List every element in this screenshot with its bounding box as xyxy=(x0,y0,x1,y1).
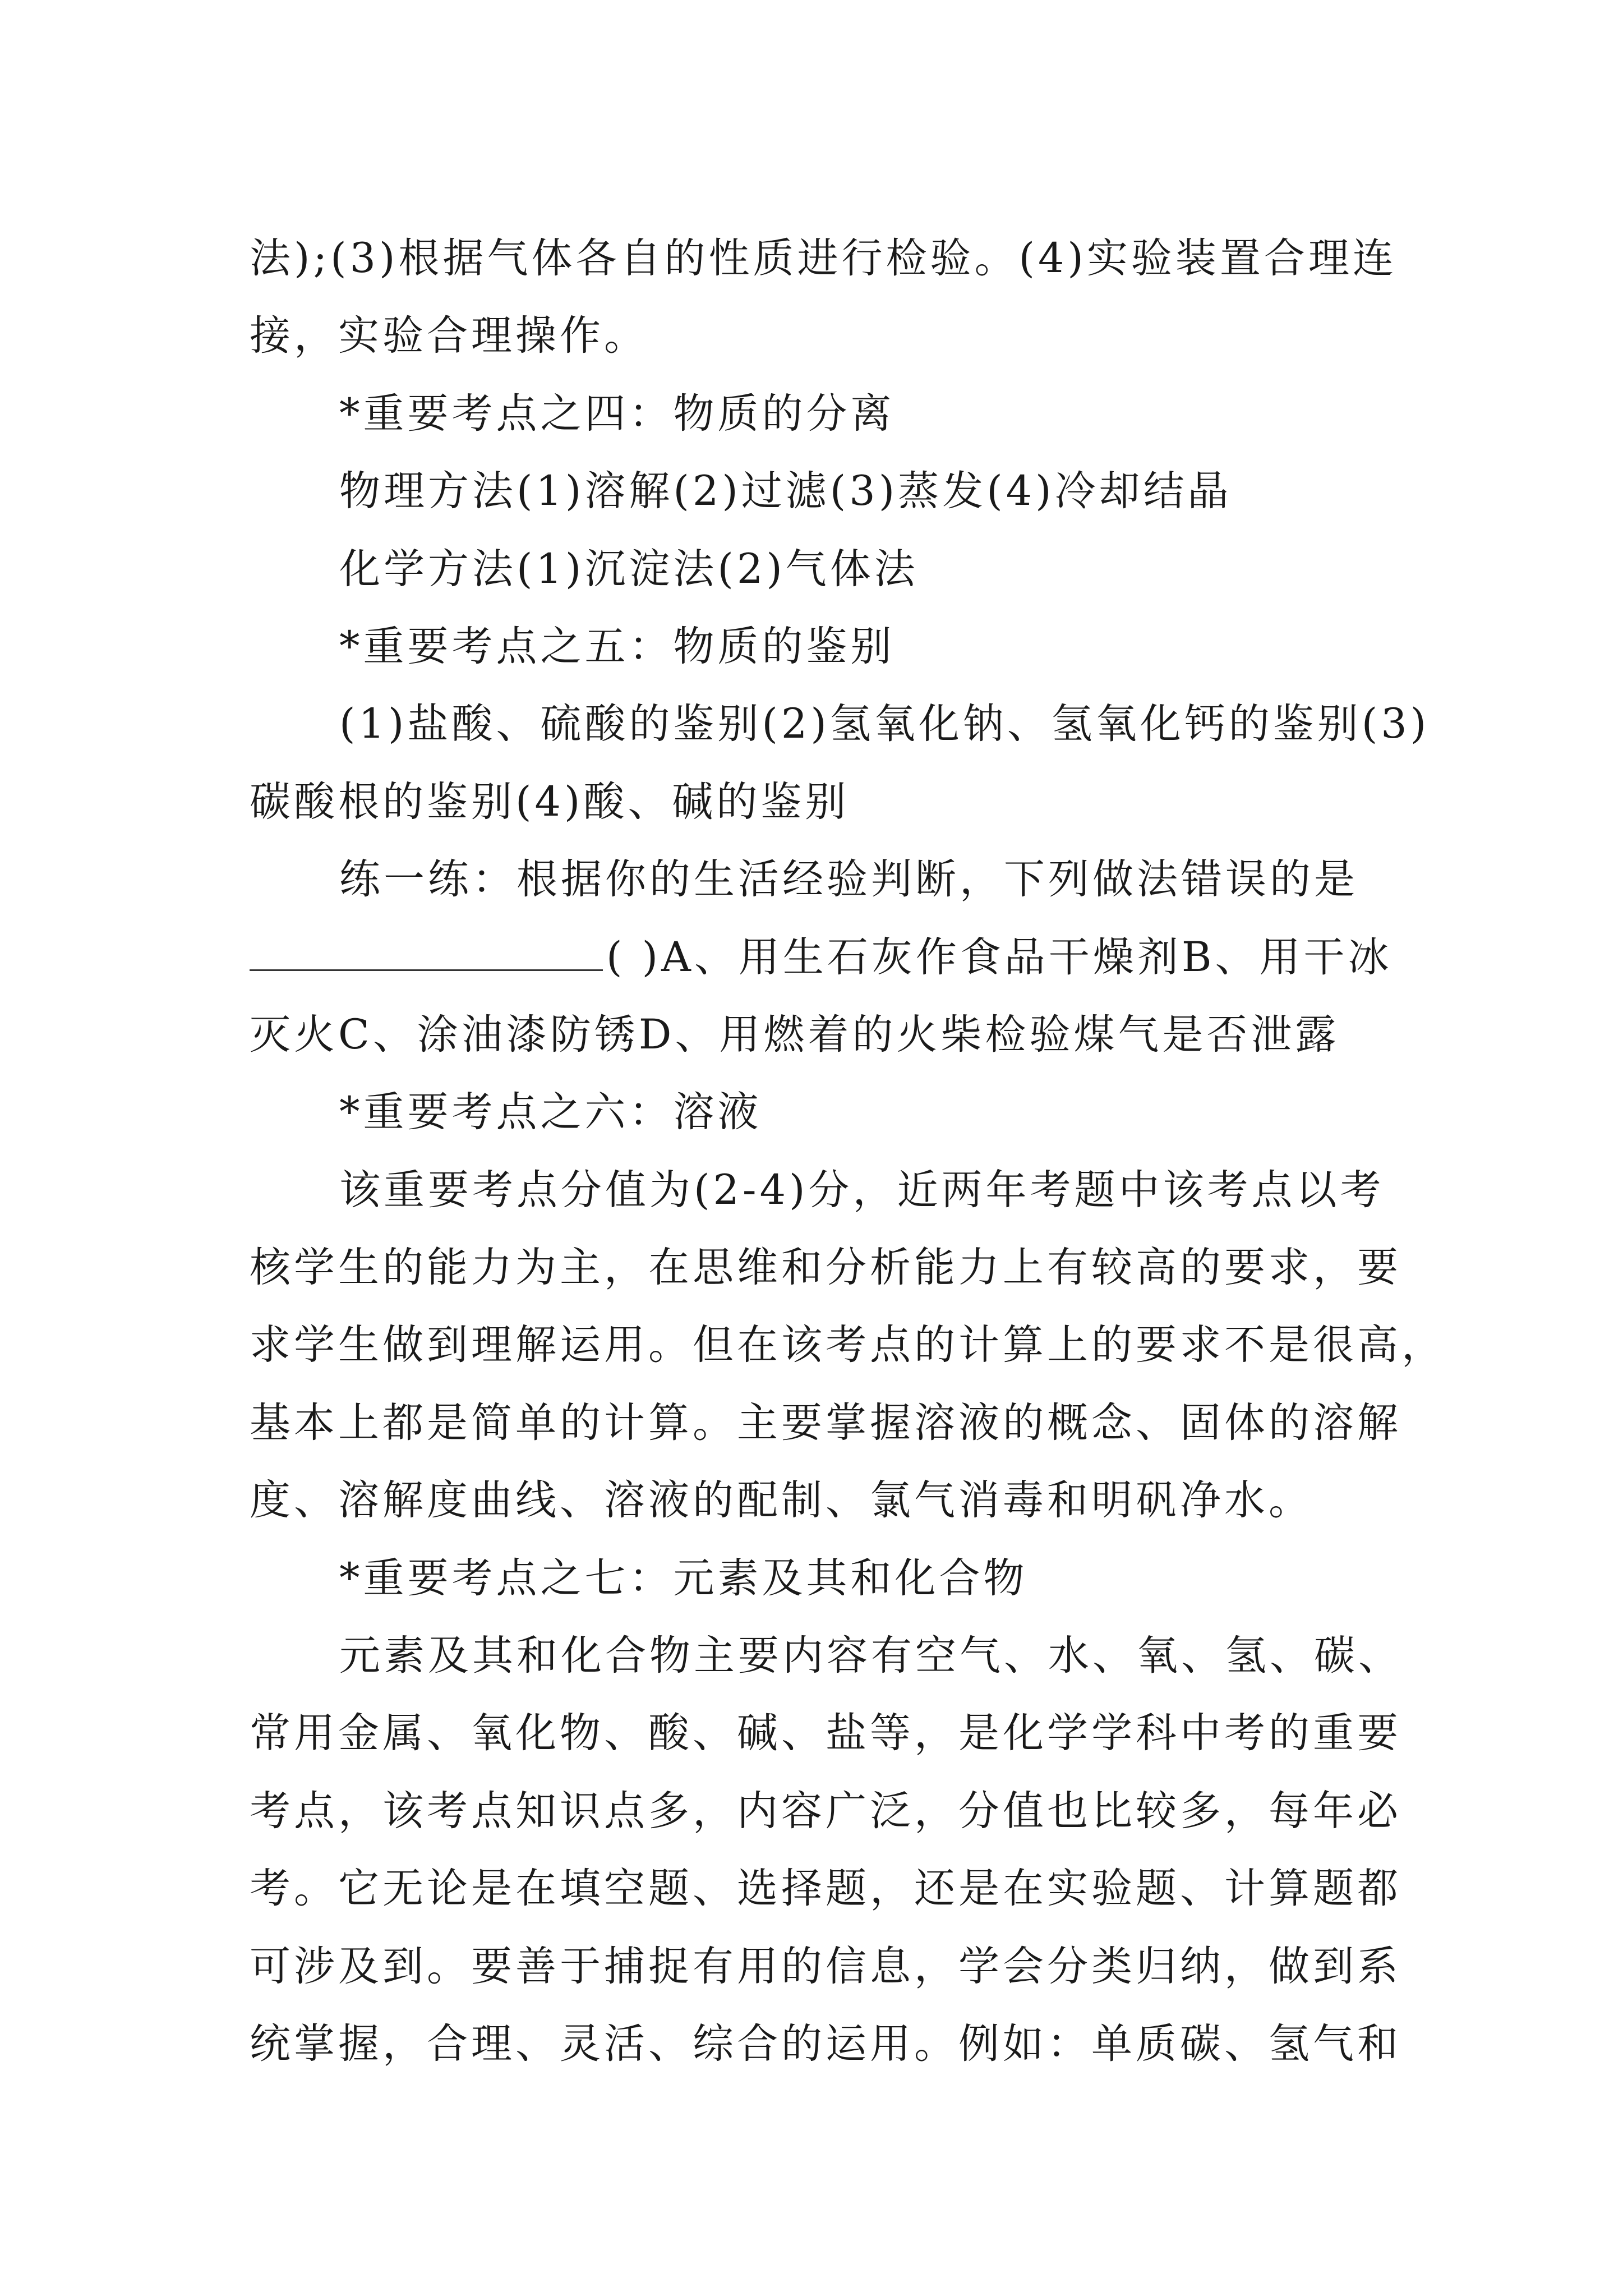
text-line: 核学生的能力为主，在思维和分析能力上有较高的要求，要 xyxy=(250,1244,1401,1292)
text-line: 碳酸根的鉴别(4)酸、碱的鉴别 xyxy=(250,777,850,826)
text-line: 度、溶解度曲线、溶液的配制、氯气消毒和明矾净水。 xyxy=(250,1476,1313,1525)
exercise-options-text: ( )A、用生石灰作食品干燥剂B、用干冰 xyxy=(606,933,1393,981)
text-line: 灭火C、涂油漆防锈D、用燃着的火柴检验煤气是否泄露 xyxy=(250,1010,1340,1059)
text-line: (1)盐酸、硫酸的鉴别(2)氢氧化钠、氢氧化钙的鉴别(3) xyxy=(339,700,1430,748)
exercise-prompt: 练一练：根据你的生活经验判断，下列做法错误的是 xyxy=(339,855,1358,904)
section-heading-separation: *重要考点之四：物质的分离 xyxy=(339,389,895,438)
exercise-options-line xyxy=(250,919,1394,996)
text-line: 基本上都是简单的计算。主要掌握溶液的概念、固体的溶解 xyxy=(250,1398,1401,1447)
section-heading-identification: *重要考点之五：物质的鉴别 xyxy=(339,622,895,670)
document-body xyxy=(250,220,1446,2083)
text-line: 法);(3)根据气体各自的性质进行检验。(4)实验装置合理连 xyxy=(250,234,1397,282)
answer-blank xyxy=(250,936,603,971)
text-line: 可涉及到。要善于捕捉有用的信息，学会分类归纳，做到系 xyxy=(250,1942,1401,1990)
text-line: 统掌握，合理、灵活、综合的运用。例如：单质碳、氢气和 xyxy=(250,2019,1401,2068)
text-line: 考点，该考点知识点多，内容广泛，分值也比较多，每年必 xyxy=(250,1787,1401,1835)
text-line: 化学方法(1)沉淀法(2)气体法 xyxy=(339,545,919,593)
text-line: 元素及其和化合物主要内容有空气、水、氧、氢、碳、 xyxy=(339,1632,1403,1680)
text-line: 该重要考点分值为(2-4)分，近两年考题中该考点以考 xyxy=(339,1166,1385,1214)
text-line: 接，实验合理操作。 xyxy=(250,312,648,360)
text-line: 求学生做到理解运用。但在该考点的计算上的要求不是很高， xyxy=(250,1321,1446,1369)
section-heading-solution: *重要考点之六：溶液 xyxy=(339,1088,762,1137)
text-line: 物理方法(1)溶解(2)过滤(3)蒸发(4)冷却结晶 xyxy=(339,467,1232,516)
section-heading-elements: *重要考点之七：元素及其和化合物 xyxy=(339,1554,1028,1602)
text-line: 常用金属、氧化物、酸、碱、盐等，是化学学科中考的重要 xyxy=(250,1709,1401,1757)
text-line: 考。它无论是在填空题、选择题，还是在实验题、计算题都 xyxy=(250,1865,1401,1913)
